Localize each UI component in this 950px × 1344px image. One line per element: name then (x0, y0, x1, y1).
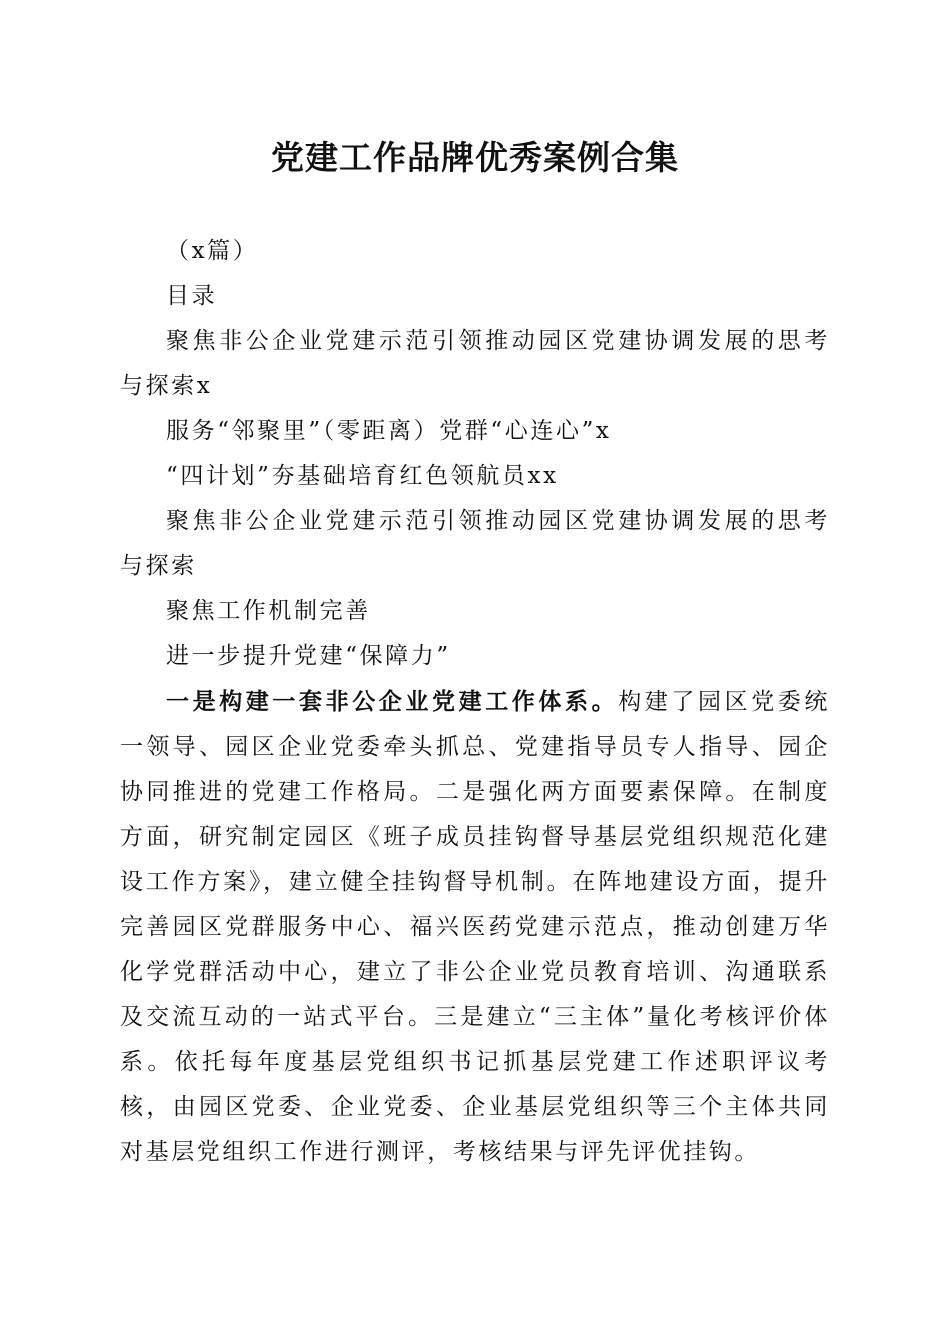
subtitle: （x篇） (166, 238, 259, 264)
toc-item: 聚焦非公企业党建示范引领推动园区党建协调发展的思考与探索x (120, 328, 830, 399)
toc-item: 服务“邻聚里”（零距离）党群“心连心”x (166, 418, 612, 444)
toc-item: “四计划”夯基础培育红色领航员xx (166, 463, 559, 489)
section-heading: 聚焦工作机制完善 (166, 598, 371, 624)
section-heading: 进一步提升党建“保障力” (166, 643, 451, 669)
paragraph-lead: 一是构建一套非公企业党建工作体系。 (166, 688, 619, 715)
paragraph (120, 679, 830, 1175)
toc-heading: 目录 (166, 283, 218, 309)
document-body (120, 229, 830, 1175)
document-title: 党建工作品牌优秀案例合集 (271, 138, 679, 177)
paragraph-body: 构建了园区党委统一领导、园区企业党委牵头抓总、党建指导员专人指导、园企协同推进的党建工作格局。二是强化两方面要素保障。在制度方面，研究制定园区《班子成员挂钩督导基层党组织规范化建设工作方案》，建立健全挂钩督导机制。在阵地建设方面，提升完善园区党群服务中心、福兴医药党建示范点，推动创建万华化学党群活动中心，建立了非公企业党员教育培训、沟通联系及交流互动的一站式平台。三是建立“三主体”量化考核评价体系。依托每年度基层党组织书记抓基层党建工作述职评议考核，由园区党委、企业党委、企业基层党组织等三个主体共同对基层党组织工作进行测评，考核结果与评先评优挂钩。 (120, 689, 830, 1165)
article-title: 聚焦非公企业党建示范引领推动园区党建协调发展的思考与探索 (120, 508, 830, 579)
